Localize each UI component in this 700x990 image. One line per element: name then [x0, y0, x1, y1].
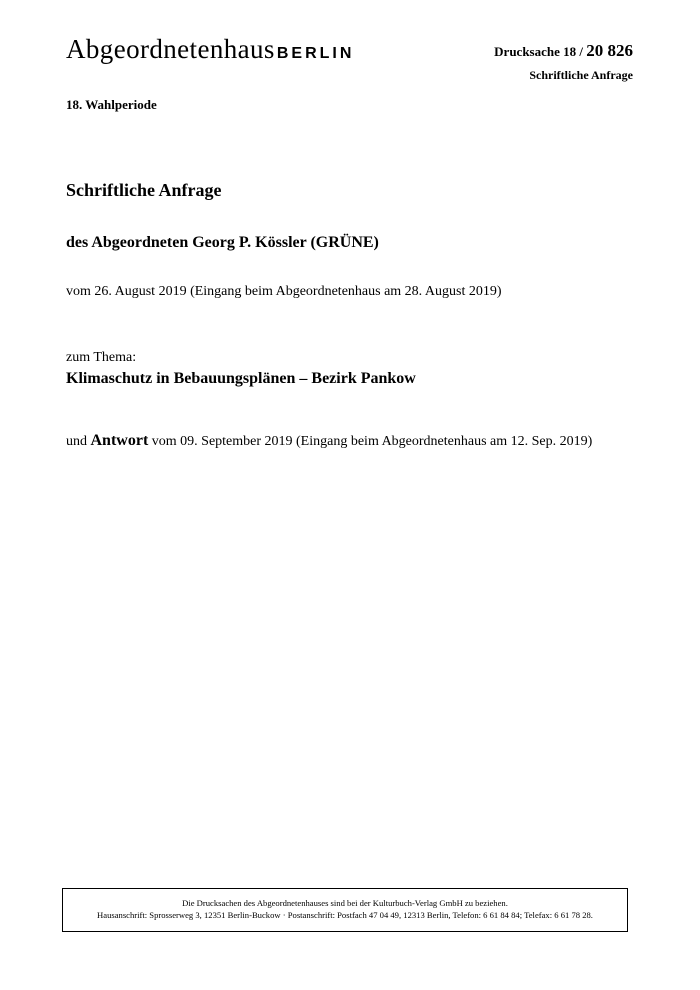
topic-label: zum Thema:	[66, 350, 137, 365]
answer-line	[66, 432, 592, 450]
topic-heading: Klimaschutz in Bebauungsplänen – Bezirk Pankow	[66, 370, 416, 387]
answer-date-text: vom 09. September 2019 (Eingang beim Abgeordnetenhaus am 12. Sep. 2019)	[151, 434, 593, 449]
logo	[66, 36, 354, 63]
footer-line-1: Die Drucksachen des Abgeordnetenhauses sind bei der Kulturbuch-Verlag GmbH zu beziehen.	[182, 898, 508, 908]
author-line: des Abgeordneten Georg P. Kössler (GRÜNE)	[66, 234, 379, 251]
document-number: 20 826	[586, 41, 633, 60]
document-type: Schriftliche Anfrage	[529, 68, 633, 82]
document-reference	[494, 42, 633, 81]
page-title: Schriftliche Anfrage	[66, 180, 222, 200]
footer-line-2: Hausanschrift: Sprosserweg 3, 12351 Berlin-Buckow · Postanschrift: Postfach 47 04 49, 12313 Berlin, Telefon: 6 61 84 84; Telefax: 6 61 78 28.	[97, 910, 593, 920]
submission-date-line: vom 26. August 2019 (Eingang beim Abgeordnetenhaus am 28. August 2019)	[66, 284, 502, 299]
answer-prefix: und	[66, 434, 87, 449]
document-label: Drucksache 18 /	[494, 44, 583, 59]
footer-box	[62, 888, 628, 932]
document-number-line	[494, 42, 633, 59]
logo-city: BERLIN	[276, 45, 355, 62]
answer-word: Antwort	[90, 432, 149, 449]
logo-text: Abgeordnetenhaus	[66, 34, 275, 64]
legislative-period: 18. Wahlperiode	[66, 97, 157, 112]
